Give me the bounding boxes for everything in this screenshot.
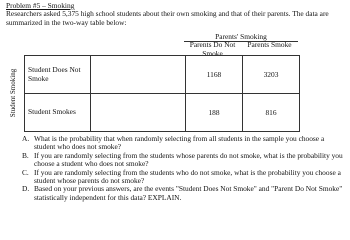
- table-row: [25, 56, 300, 94]
- two-way-table: [24, 55, 300, 132]
- question-letter: C.: [22, 167, 29, 177]
- table-row: [25, 94, 300, 132]
- cell-smokes-parents-no-smoke: 188: [186, 94, 243, 132]
- cell-no-smoke-parents-no-smoke: 1168: [186, 56, 243, 94]
- question-letter: D.: [22, 184, 30, 194]
- col-header-parents-smoke: Parents Smoke: [247, 40, 292, 49]
- col-header-parents-do-not-smoke: Parents Do Not Smoke: [189, 40, 236, 58]
- question-a: [22, 135, 344, 152]
- row-label-student-does-not-smoke: Student Does Not Smoke: [25, 56, 91, 94]
- question-list: [22, 135, 344, 202]
- table-spacer-cell: [91, 56, 186, 94]
- question-text: What is the probability that when randomly selecting from all students in the sample you choose a student who does not smoke?: [34, 134, 325, 152]
- question-c: [22, 169, 344, 186]
- col-group-header: Parents' Smoking: [184, 32, 298, 42]
- question-text: If you are randomly selecting from the students whose parents do not smoke, what is the probability you choose a student who does not smoke?: [34, 150, 343, 169]
- question-d: [22, 185, 344, 202]
- problem-intro: Researchers asked 5,375 high school students about their own smoking and that of their parents. The data are summarized in the two-way table below:: [6, 9, 329, 27]
- cell-smokes-parents-smoke: 816: [243, 94, 300, 132]
- table-spacer-cell: [91, 94, 186, 132]
- problem-title: Problem #5 – Smoking: [6, 1, 75, 10]
- row-group-header: [9, 54, 19, 132]
- question-b: [22, 152, 344, 169]
- question-text: Based on your previous answers, are the events "Student Does Not Smoke" and "Parent Do Not Smoke" statistically independent for this data? EXPLAIN.: [34, 184, 343, 202]
- question-letter: B.: [22, 150, 29, 160]
- question-text: If you are randomly selecting from the students who do not smoke, what is the probability you choose a student whose parents do not smoke?: [34, 167, 341, 186]
- row-group-label: Student Smoking: [9, 68, 18, 118]
- question-letter: A.: [22, 134, 30, 143]
- cell-no-smoke-parents-smoke: 3203: [243, 56, 300, 94]
- row-label-student-smokes: Student Smokes: [25, 94, 91, 132]
